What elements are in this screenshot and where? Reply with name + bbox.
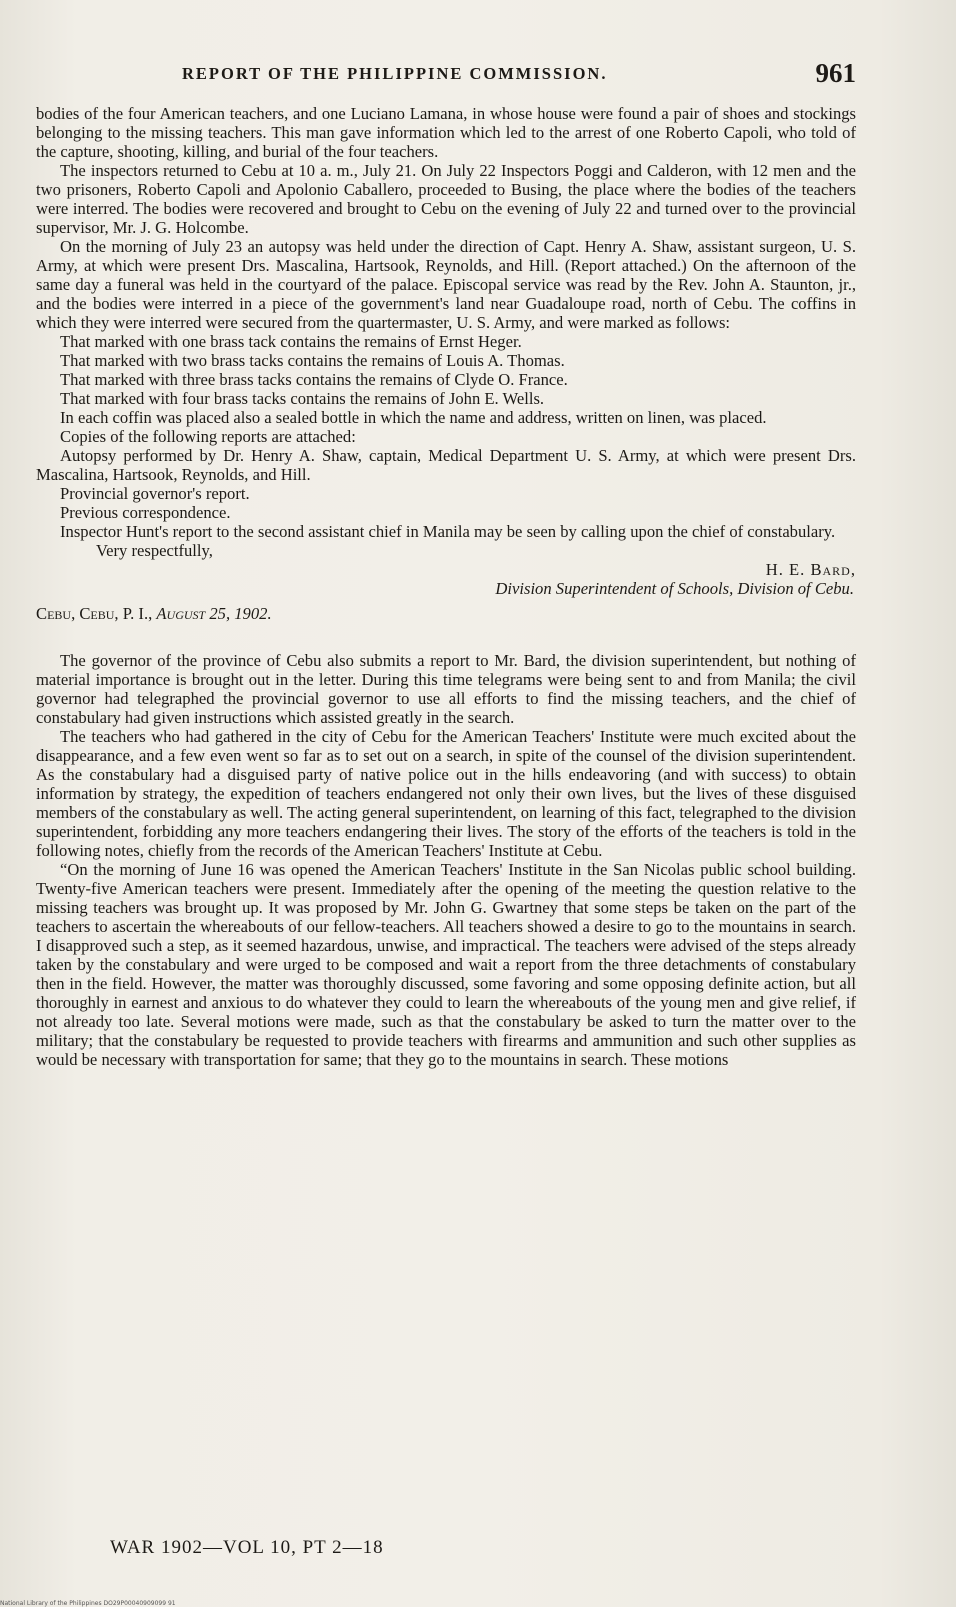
page-header — [120, 58, 856, 92]
section-gap — [36, 623, 856, 651]
paragraph: On the morning of July 23 an autopsy was held under the direction of Capt. Henry A. Shaw, assistant surgeon, U. S. Army, at which were present Drs. Mascalina, Hartsook, Reynolds, and Hill. (Report attached.) On the afternoon of the same day a funeral was held in the courtyard of the palace. Episcopal service was read by the Rev. John A. Staunton, jr., and the bodies were interred in a piece of the government's land near Guadaloupe road, north of Cebu. The coffins in which they were interred were secured from the quartermaster, U. S. Army, and were marked as follows: — [36, 237, 856, 332]
running-head: REPORT OF THE PHILIPPINE COMMISSION. — [182, 64, 608, 83]
coffin-marking-line: That marked with one brass tack contains the remains of Ernst Heger. — [60, 332, 522, 351]
dateline-date: August 25, 1902. — [156, 604, 272, 623]
scan-credit: National Library of the Philippines DO29P00040909099 91 — [0, 1600, 176, 1607]
dateline-place: Cebu, Cebu, P. I., — [36, 604, 153, 623]
paragraph: The teachers who had gathered in the city of Cebu for the American Teachers' Institute were much excited about the disappearance, and a few even went so far as to set out on a search, in spite of the counsel of the division superintendent. As the constabulary had a disguised party of native police out in the hills endeavoring (and with success) to obtain information by strategy, the expedition of teachers endangered not only their own lives, but the lives of these disguised members of the constabulary as well. The acting general superintendent, on learning of this fact, telegraphed to the division superintendent, forbidding any more teachers endangering their lives. The story of the efforts of the teachers is told in the following notes, chiefly from the records of the American Teachers' Institute at Cebu. — [36, 727, 856, 860]
coffin-marking-line: That marked with four brass tacks contains the remains of John E. Wells. — [60, 389, 545, 408]
paragraph: The governor of the province of Cebu also submits a report to Mr. Bard, the division superintendent, but nothing of material importance is brought out in the letter. During this time telegrams were being sent to and from Manila; the civil governor had telegraphed the provincial governor to use all efforts to find the missing teachers, and the chief of constabulary had given instructions which assisted greatly in the search. — [36, 651, 856, 727]
paragraph: Previous correspondence. — [60, 503, 231, 522]
dateline — [36, 604, 856, 623]
signature-name: H. E. Bard, — [765, 560, 856, 579]
paragraph: bodies of the four American teachers, and one Luciano Lamana, in whose house were found a pair of shoes and stockings belonging to the missing teachers. This man gave information which led to the arrest of one Roberto Capoli, who told of the capture, shooting, killing, and burial of the four teachers. — [36, 104, 856, 161]
paragraph: Provincial governor's report. — [60, 484, 250, 503]
paragraph: Inspector Hunt's report to the second assistant chief in Manila may be seen by calling upon the chief of constabulary. — [60, 522, 836, 541]
signature-title: Division Superintendent of Schools, Division of Cebu. — [495, 579, 854, 598]
paragraph: In each coffin was placed also a sealed bottle in which the name and address, written on linen, was placed. — [60, 408, 767, 427]
coffin-marking-line: That marked with two brass tacks contains the remains of Louis A. Thomas. — [60, 351, 565, 370]
signature-mark: WAR 1902—VOL 10, PT 2—18 — [110, 1537, 384, 1558]
paragraph: “On the morning of June 16 was opened the American Teachers' Institute in the San Nicolas public school building. Twenty-five American teachers were present. Immediately after the opening of the meeting the question relative to the missing teachers was brought up. It was proposed by Mr. John G. Gwartney that some steps be taken on the part of the teachers to ascertain the whereabouts of our fellow-teachers. All teachers showed a desire to go to the mountains in search. I disapproved such a step, as it seemed hazardous, unwise, and impractical. The teachers were advised of the steps already taken by the constabulary and were urged to be composed and wait a report from the three detachments of constabulary then in the field. However, the matter was thoroughly discussed, some favoring and some opposing definite action, but all thoroughly in earnest and anxious to do whatever they could to learn the whereabouts of the young men and give relief, if not already too late. Several motions were made, such as that the constabulary be asked to turn the matter over to the military; that the constabulary be requested to provide teachers with firearms and ammunition and such other supplies as would be necessary with transportation for same; that they go to the mountains in search. These motions — [36, 860, 856, 1069]
document-body — [36, 104, 856, 1069]
paragraph: Copies of the following reports are attached: — [60, 427, 356, 446]
paragraph: The inspectors returned to Cebu at 10 a. m., July 21. On July 22 Inspectors Poggi and Calderon, with 12 men and the two prisoners, Roberto Capoli and Apolonio Caballero, proceeded to Busing, the place where the bodies of the teachers were interred. The bodies were recovered and brought to Cebu on the evening of July 22 and turned over to the provincial supervisor, Mr. J. G. Holcombe. — [36, 161, 856, 237]
letter-closing: Very respectfully, — [96, 541, 213, 560]
coffin-marking-line: That marked with three brass tacks contains the remains of Clyde O. France. — [60, 370, 568, 389]
paragraph: Autopsy performed by Dr. Henry A. Shaw, captain, Medical Department U. S. Army, at which were present Drs. Mascalina, Hartsook, Reynolds, and Hill. — [36, 446, 856, 484]
page-number: 961 — [815, 58, 856, 88]
